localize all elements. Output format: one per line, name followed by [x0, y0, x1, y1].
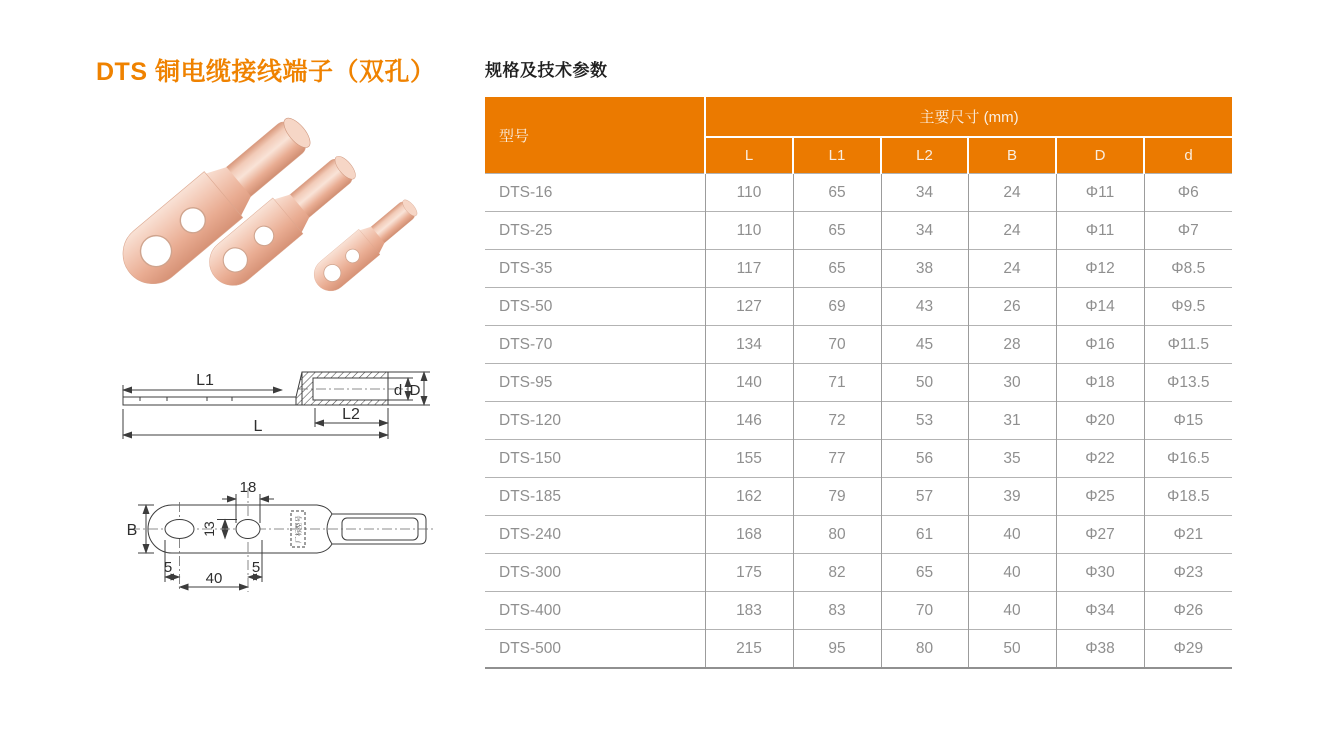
model-cell: DTS-400 — [485, 592, 705, 630]
dim-label-L1: L1 — [196, 372, 214, 389]
col-header-L2: L2 — [881, 137, 968, 174]
table-row: DTS-70 134 70 45 28 Φ16 Φ11.5 — [485, 326, 1232, 364]
hole-left — [165, 520, 194, 539]
model-cell: DTS-25 — [485, 212, 705, 250]
hole-right — [236, 520, 260, 539]
model-cell: DTS-70 — [485, 326, 705, 364]
dim-label-13: 13 — [201, 521, 217, 537]
tongue-outline — [123, 397, 296, 405]
lug-small — [307, 192, 423, 297]
section-heading: 规格及技术参数 — [485, 61, 608, 80]
col-header-B: B — [968, 137, 1056, 174]
flare-section — [296, 372, 302, 405]
col-header-L1: L1 — [793, 137, 881, 174]
model-cell: DTS-300 — [485, 554, 705, 592]
table-row: DTS-120 146 72 53 31 Φ20 Φ15 — [485, 402, 1232, 440]
spec-table — [485, 97, 1232, 669]
table-row: DTS-240 168 80 61 40 Φ27 Φ21 — [485, 516, 1232, 554]
top-view-drawing — [110, 478, 450, 628]
table-row: DTS-400 183 83 70 40 Φ34 Φ26 — [485, 592, 1232, 630]
col-group-header-dims: 主要尺寸 (mm) — [705, 97, 1232, 137]
table-row: DTS-95 140 71 50 30 Φ18 Φ13.5 — [485, 364, 1232, 402]
page-title: DTS 铜电缆接线端子（双孔） — [96, 58, 436, 86]
table-row: DTS-150 155 77 56 35 Φ22 Φ16.5 — [485, 440, 1232, 478]
col-header-L: L — [705, 137, 793, 174]
col-header-D: D — [1056, 137, 1144, 174]
table-row: DTS-300 175 82 65 40 Φ30 Φ23 — [485, 554, 1232, 592]
table-row: DTS-500 215 95 80 50 Φ38 Φ29 — [485, 630, 1232, 669]
model-cell: DTS-50 — [485, 288, 705, 326]
model-cell: DTS-120 — [485, 402, 705, 440]
model-cell: DTS-150 — [485, 440, 705, 478]
table-row: DTS-16 110 65 34 24 Φ11 Φ6 — [485, 174, 1232, 212]
dim-label-40: 40 — [205, 570, 223, 587]
table-row: DTS-50 127 69 43 26 Φ14 Φ9.5 — [485, 288, 1232, 326]
table-row: DTS-185 162 79 57 39 Φ25 Φ18.5 — [485, 478, 1232, 516]
dim-label-5-left: 5 — [163, 559, 173, 576]
side-view-drawing — [110, 365, 440, 447]
model-cell: DTS-95 — [485, 364, 705, 402]
table-row: DTS-35 117 65 38 24 Φ12 Φ8.5 — [485, 250, 1232, 288]
dim-label-L2: L2 — [342, 406, 360, 423]
dim-label-18: 18 — [239, 479, 257, 496]
dim-label-D: D — [409, 382, 421, 399]
col-header-model: 型号 — [485, 97, 705, 174]
product-photo — [100, 95, 460, 345]
model-cell: DTS-16 — [485, 174, 705, 212]
header-row-group — [485, 97, 1232, 137]
dim-label-5-right: 5 — [251, 559, 261, 576]
model-cell: DTS-185 — [485, 478, 705, 516]
model-cell: DTS-35 — [485, 250, 705, 288]
stamp-text: 厂标型号 — [295, 515, 303, 543]
col-header-d: d — [1144, 137, 1232, 174]
model-cell: DTS-240 — [485, 516, 705, 554]
model-cell: DTS-500 — [485, 630, 705, 669]
table-row: DTS-25 110 65 34 24 Φ11 Φ7 — [485, 212, 1232, 250]
dim-label-B: B — [126, 522, 138, 539]
dim-label-L: L — [253, 418, 263, 435]
dim-label-d: d — [393, 382, 403, 399]
